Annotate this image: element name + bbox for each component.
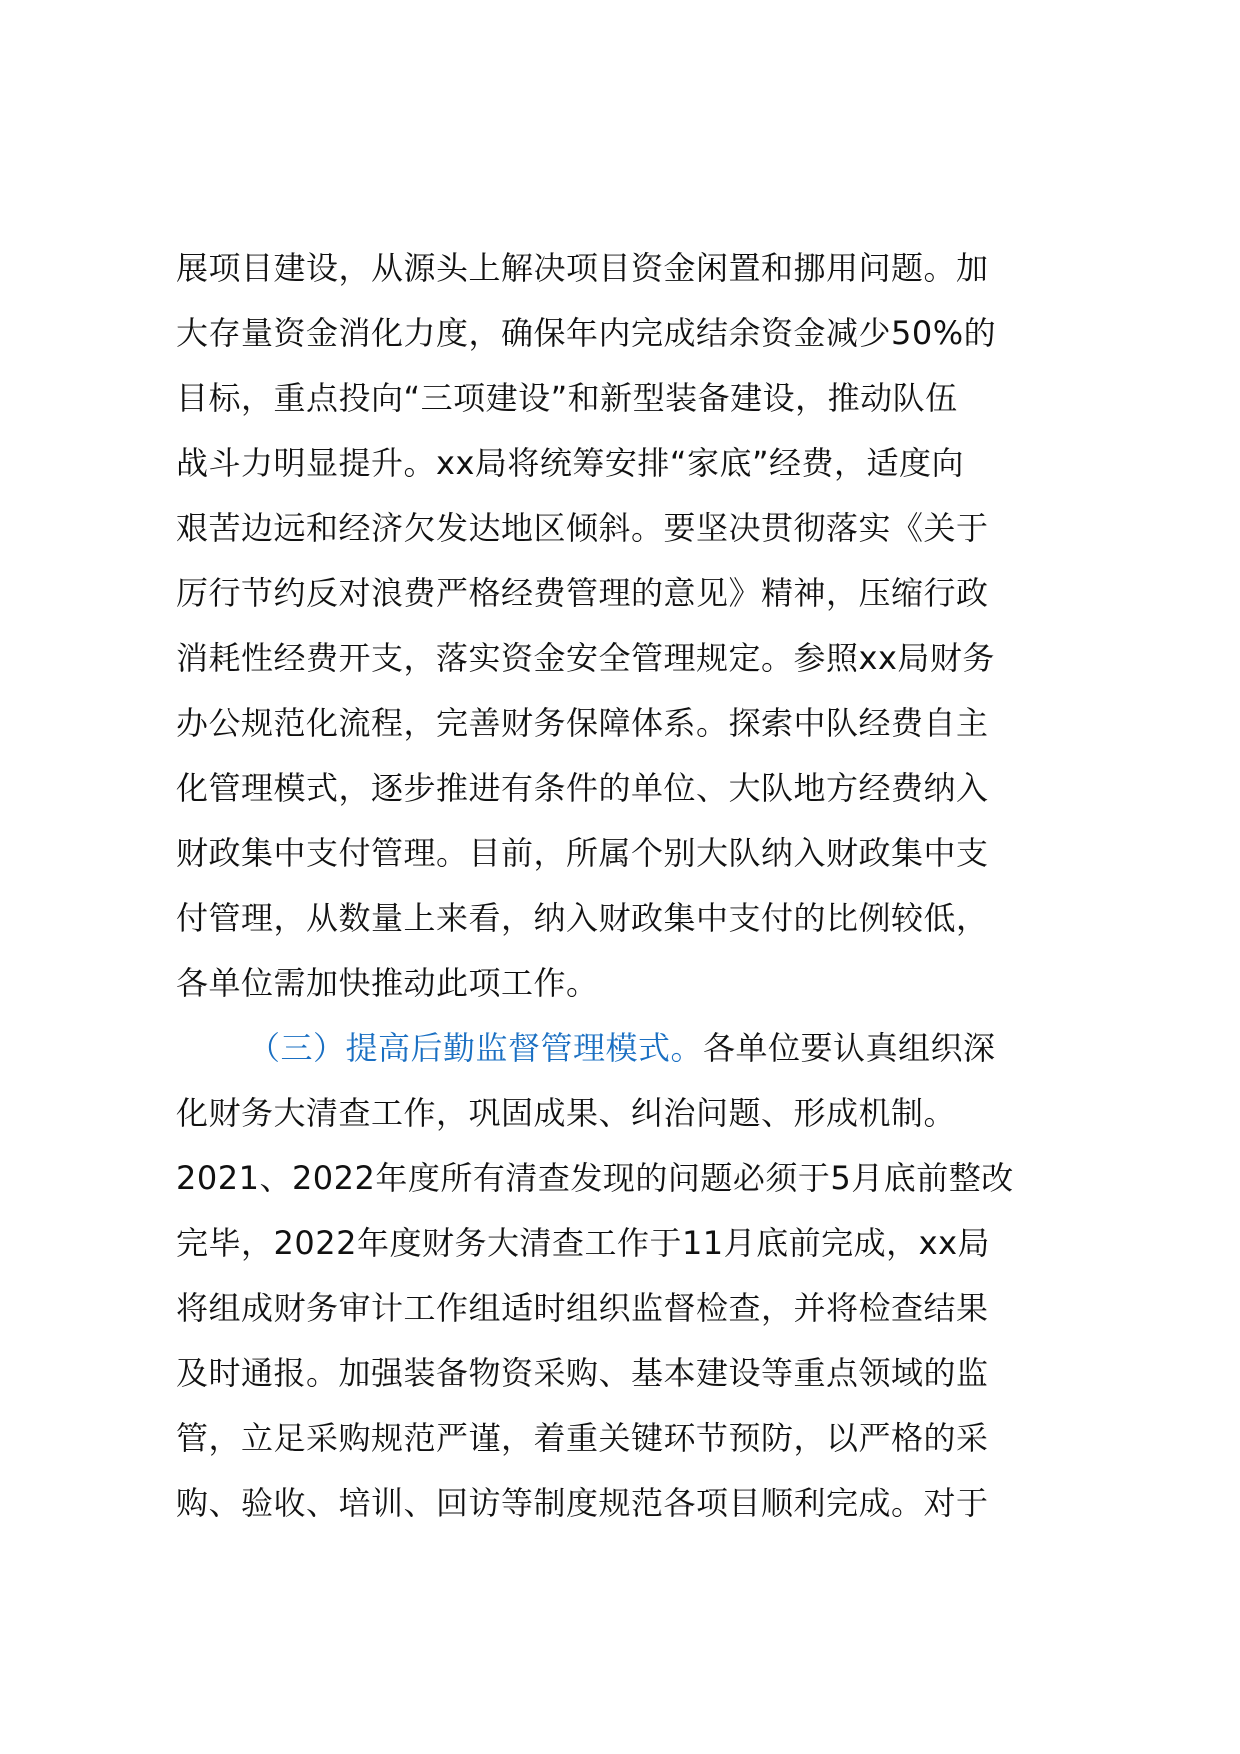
text-line: 厉行节约反对浪费严格经费管理的意见》精神，压缩行政 [176,574,989,612]
text-line: 大存量资金消化力度，确保年内完成结余资金减少50%的 [176,314,997,352]
text-line: 完毕，2022年度财务大清查工作于11月底前完成，xx局 [176,1224,991,1262]
text-line: 财政集中支付管理。目前，所属个别大队纳入财政集中支 [176,834,989,872]
text-line: 办公规范化流程，完善财务保障体系。探索中队经费自主 [176,704,989,742]
section-heading-line [176,1016,1116,1081]
text-line: 将组成财务审计工作组适时组织监督检查，并将检查结果 [176,1289,989,1327]
text-line: 消耗性经费开支，落实资金安全管理规定。参照xx局财务 [176,639,995,677]
text-line: 战斗力明显提升。xx局将统筹安排“家底”经费，适度向 [176,444,965,482]
text-line: 化财务大清查工作，巩固成果、纠治问题、形成机制。 [176,1094,957,1132]
text-line: 目标，重点投向“三项建设”和新型装备建设，推动队伍 [176,379,958,417]
text-line: 艰苦边远和经济欠发达地区倾斜。要坚决贯彻落实《关于 [176,509,989,547]
text-line: 展项目建设，从源头上解决项目资金闲置和挪用问题。加 [176,249,989,287]
text-line: 2021、2022年度所有清查发现的问题必须于5月底前整改 [176,1159,1014,1197]
section-first-line-text: 各单位要认真组织深 [703,1029,996,1067]
text-line: 及时通报。加强装备物资采购、基本建设等重点领域的监 [176,1354,989,1392]
text-line: 付管理，从数量上来看，纳入财政集中支付的比例较低， [176,899,989,937]
text-line: 管，立足采购规范严谨，着重关键环节预防，以严格的采 [176,1419,989,1457]
text-line: 购、验收、培训、回访等制度规范各项目顺利完成。对于 [176,1484,989,1522]
body-text [176,236,1116,1536]
text-line: 各单位需加快推动此项工作。 [176,964,599,1002]
text-line: 化管理模式，逐步推进有条件的单位、大队地方经费纳入 [176,769,989,807]
section-heading: （三）提高后勤监督管理模式。 [248,1029,704,1067]
